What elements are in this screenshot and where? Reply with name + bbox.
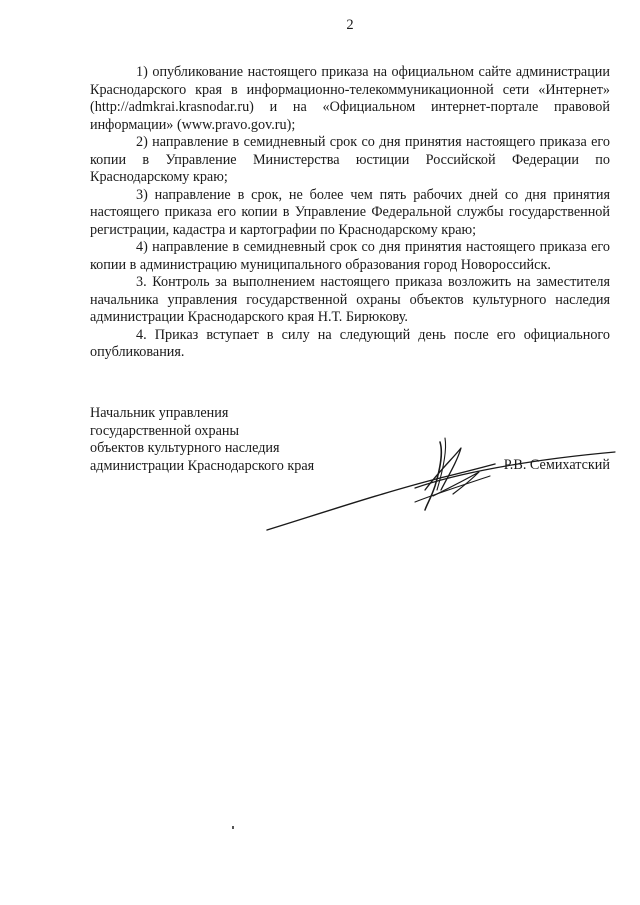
page-number: 2 — [346, 17, 354, 33]
signer-name: Р.В. Семихатский — [503, 457, 610, 473]
signature-block — [90, 405, 610, 535]
paragraph-ministry-justice: 2) направление в семидневный срок со дня принятия настоящего приказа его копии в Управление Министерства юстиции Российской Федерации по Краснодарскому краю; — [90, 134, 610, 185]
scan-speck — [232, 826, 234, 829]
paragraph-federal-service: 3) направление в срок, не более чем пять рабочих дней со дня принятия настоящего приказа его копии в Управление Федеральной службы государственной регистрации, кадастра и картографии по Краснодарскому краю; — [90, 186, 610, 238]
paragraph-novorossiysk: 4) направление в семидневный срок со дня принятия настоящего приказа его копии в администрацию муниципального образования город Новороссийск. — [90, 239, 610, 273]
signer-position-line: объектов культурного наследия — [90, 440, 280, 456]
paragraph-effective-date: 4. Приказ вступает в силу на следующий день после его официального опубликования. — [90, 326, 610, 360]
document-body — [90, 64, 610, 362]
paragraph-control: 3. Контроль за выполнением настоящего приказа возложить на заместителя начальника управления государственной охраны объектов культурного наследия администрации Краснодарского края Н.Т. Бирюкову. — [90, 274, 610, 325]
signer-position-line: администрации Краснодарского края — [90, 457, 315, 474]
signer-position-line: государственной охраны — [90, 422, 240, 439]
paragraph-publication: 1) опубликование настоящего приказа на официальном сайте администрации Краснодарского края в информационно-телекоммуникационной сети «Интернет» (http://admkrai.krasnodar.ru) и на «Официальном интернет-портале правовой информации» (www.pravo.gov.ru); — [90, 64, 610, 133]
handwritten-signature — [265, 430, 625, 540]
signer-position-line: Начальник управления — [90, 405, 229, 421]
